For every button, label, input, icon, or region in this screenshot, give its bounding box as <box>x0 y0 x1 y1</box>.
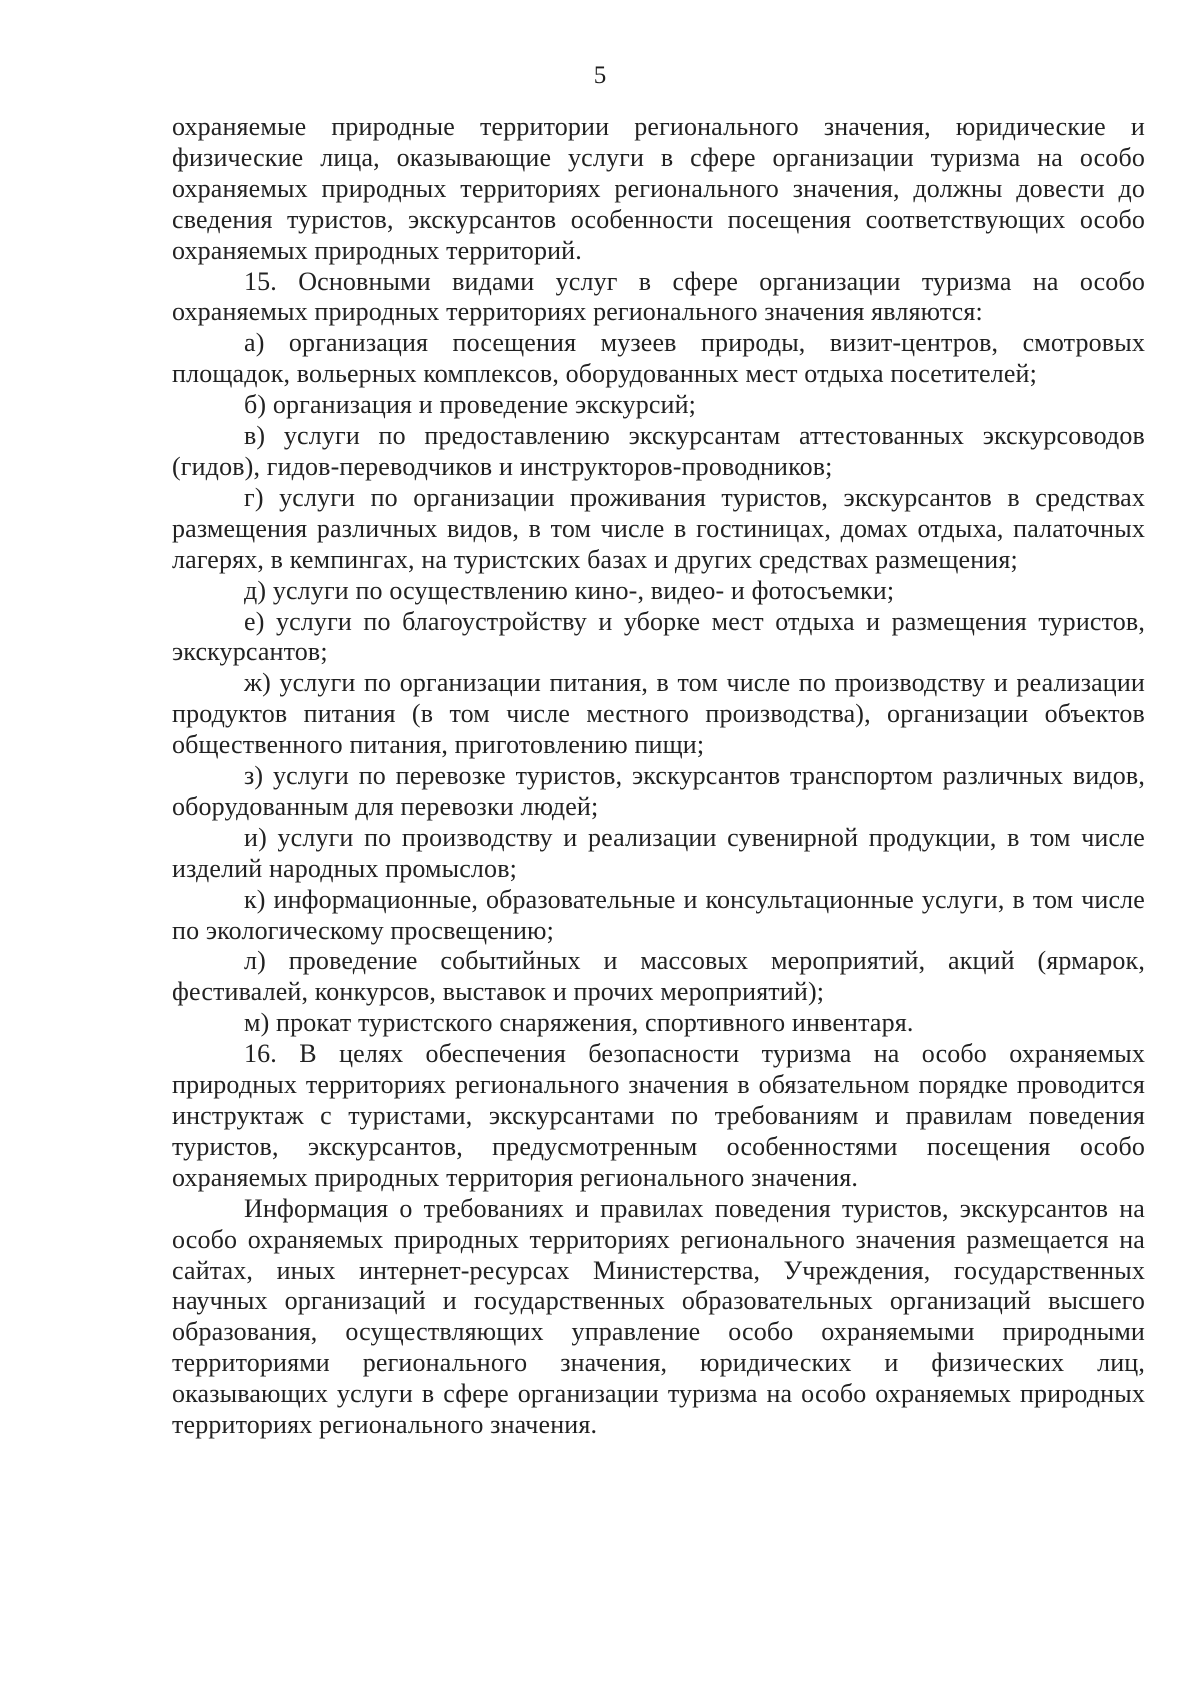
list-item-a: а) организация посещения музеев природы, визит-центров, смотровых площадок, вольерных комплексов, оборудованных мест отдыха посетителей; <box>172 328 1145 389</box>
document-body <box>172 112 1145 1441</box>
list-item-z: з) услуги по перевозке туристов, экскурсантов транспортом различных видов, оборудованным для перевозки людей; <box>172 761 1145 821</box>
list-item-m: м) прокат туристского снаряжения, спортивного инвентаря. <box>244 1008 914 1038</box>
paragraph-section-15: 15. Основными видами услуг в сфере организации туризма на особо охраняемых природных территориях регионального значения являются: <box>172 266 1145 327</box>
paragraph-continuation: охраняемые природные территории регионального значения, юридические и физические лица, оказывающие услуги в сфере организации туризма на особо охраняемых природных территориях регионального значения, должны довести до сведения туристов, экскурсантов особенности посещения соответствующих особо охраняемых природных территорий. <box>172 112 1145 265</box>
paragraph-section-16: 16. В целях обеспечения безопасности туризма на особо охраняемых природных территориях регионального значения в обязательном порядке проводится инструктаж с туристами, экскурсантами по требованиям и правилам поведения туристов, экскурсантов, предусмотренным особенностями посещения особо охраняемых природных территория регионального значения. <box>172 1039 1145 1192</box>
list-item-d: д) услуги по осуществлению кино-, видео- и фотосъемки; <box>244 575 895 605</box>
list-item-k: к) информационные, образовательные и консультационные услуги, в том числе по экологическому просвещению; <box>172 884 1145 945</box>
list-item-g: г) услуги по организации проживания туристов, экскурсантов в средствах размещения различных видов, в том числе в гостиницах, домах отдыха, палаточных лагерях, в кемпингах, на туристских базах и других средствах размещения; <box>172 482 1145 574</box>
list-item-l: л) проведение событийных и массовых мероприятий, акций (ярмарок, фестивалей, конкурсов, выставок и прочих мероприятий); <box>172 946 1145 1007</box>
list-item-i: и) услуги по производству и реализации сувенирной продукции, в том числе изделий народных промыслов; <box>172 822 1145 883</box>
page-number: 5 <box>593 62 607 89</box>
list-item-b: б) организация и проведение экскурсий; <box>244 390 697 420</box>
list-item-v: в) услуги по предоставлению экскурсантам аттестованных экскурсоводов (гидов), гидов-переводчиков и инструкторов-проводников; <box>172 421 1145 481</box>
list-item-e: е) услуги по благоустройству и уборке мест отдыха и размещения туристов, экскурсантов; <box>172 606 1145 667</box>
paragraph-information: Информация о требованиях и правилах поведения туристов, экскурсантов на особо охраняемых природных территориях регионального значения размещается на сайтах, иных интернет-ресурсах Министерства, Учреждения, государственных научных организаций и государственных образовательных организаций высшего образования, осуществляющих управление особо охраняемыми природными территориями регионального значения, юридических и физических лиц, оказывающих услуги в сфере организации туризма на особо охраняемых природных территориях регионального значения. <box>172 1193 1145 1440</box>
list-item-zh: ж) услуги по организации питания, в том числе по производству и реализации продуктов питания (в том числе местного производства), организации объектов общественного питания, приготовлению пищи; <box>172 668 1145 760</box>
